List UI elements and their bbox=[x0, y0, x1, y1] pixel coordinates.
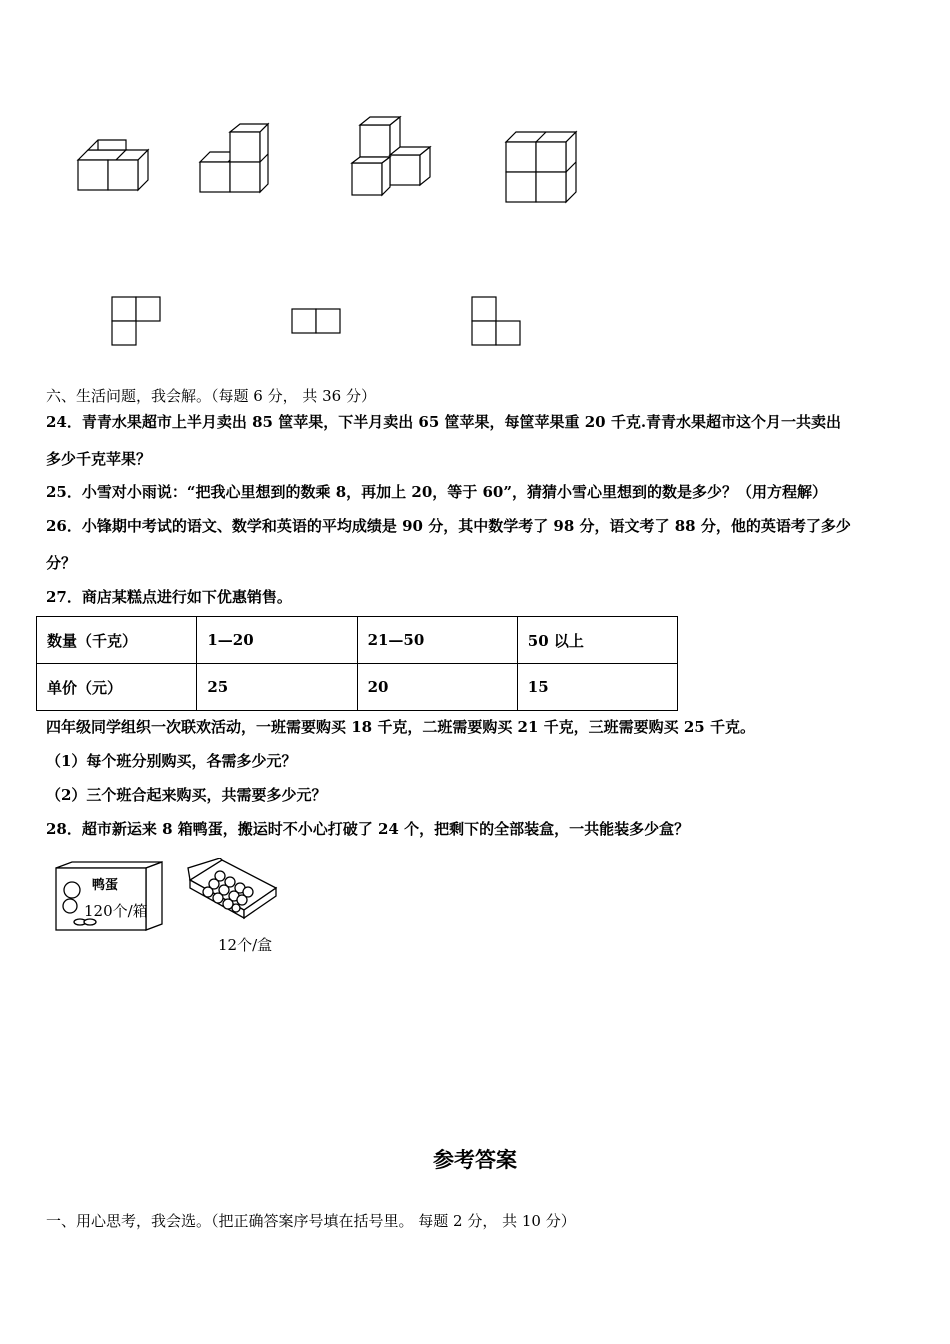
table-cell: 单价（元） bbox=[37, 664, 197, 711]
price-table bbox=[36, 616, 678, 711]
egg-box-illustration bbox=[186, 858, 282, 958]
cube-figure-3 bbox=[350, 115, 434, 197]
table-cell: 15 bbox=[517, 664, 677, 711]
question-28: 28．超市新运来 8 箱鸭蛋，搬运时不小心打破了 24 个，把剩下的全部装盒，一共能装多少盒？ bbox=[46, 820, 690, 838]
question-24-line-1: 24．青青水果超市上半月卖出 85 筐苹果，下半月卖出 65 筐苹果，每筐苹果重 20 千克.青青水果超市这个月一共卖出 bbox=[46, 413, 842, 431]
view-figure-3 bbox=[471, 296, 523, 346]
question-25: 25．小雪对小雨说：“把我心里想到的数乘 8，再加上 20，等于 60”，猜猜小雪心里想到的数是多少？（用方程解） bbox=[46, 483, 827, 501]
table-cell: 1—20 bbox=[197, 617, 357, 664]
table-row bbox=[37, 617, 678, 664]
table-cell: 数量（千克） bbox=[37, 617, 197, 664]
question-26-line-1: 26．小锋期中考试的语文、数学和英语的平均成绩是 90 分，其中数学考了 98 分，语文考了 88 分，他的英语考了多少 bbox=[46, 517, 851, 535]
box-count: 12个/盒 bbox=[218, 936, 273, 954]
view-figure-1 bbox=[111, 296, 163, 346]
table-cell: 25 bbox=[197, 664, 357, 711]
question-27-sub-2: （2）三个班合起来购买，共需要多少元？ bbox=[46, 786, 327, 804]
crate-label: 鸭蛋 bbox=[92, 878, 119, 893]
section-6-heading: 六、生活问题，我会解。（每题 6 分， 共 36 分） bbox=[46, 387, 376, 405]
view-figure-2 bbox=[291, 308, 343, 336]
question-24-line-2: 多少千克苹果？ bbox=[46, 450, 152, 468]
crate-count: 120个/箱 bbox=[84, 902, 148, 920]
cube-figure-1 bbox=[76, 138, 152, 192]
answers-title: 参考答案 bbox=[433, 1147, 517, 1172]
question-27-sub-1: （1）每个班分别购买，各需多少元？ bbox=[46, 752, 297, 770]
cube-figure-4 bbox=[504, 130, 580, 204]
question-26-line-2: 分？ bbox=[46, 554, 77, 572]
question-27-info: 四年级同学组织一次联欢活动，一班需要购买 18 千克，二班需要购买 21 千克，三班需要购买 25 千克。 bbox=[46, 718, 755, 736]
table-row bbox=[37, 664, 678, 711]
cube-figure-2 bbox=[198, 122, 272, 194]
table-cell: 21—50 bbox=[357, 617, 517, 664]
question-27: 27．商店某糕点进行如下优惠销售。 bbox=[46, 588, 292, 606]
answers-part-1: 一、用心思考，我会选。（把正确答案序号填在括号里。 每题 2 分， 共 10 分） bbox=[46, 1212, 576, 1230]
table-cell: 50 以上 bbox=[517, 617, 677, 664]
egg-crate-illustration bbox=[54, 860, 166, 932]
table-cell: 20 bbox=[357, 664, 517, 711]
